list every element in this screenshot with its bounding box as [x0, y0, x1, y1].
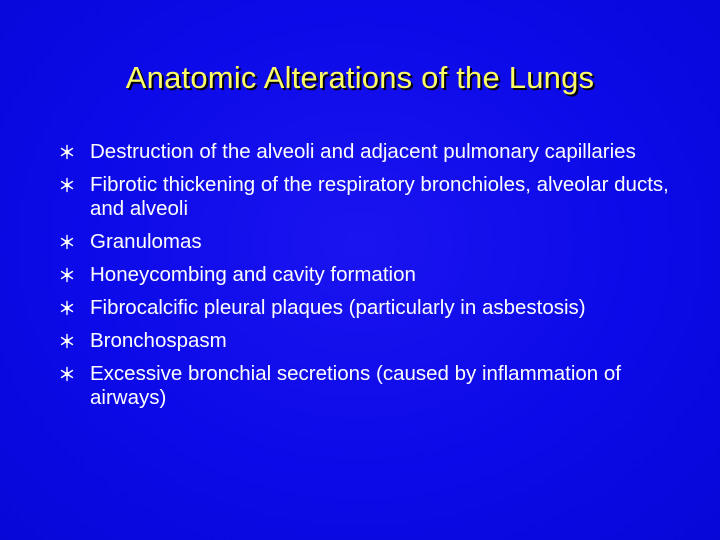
bullet-item [60, 329, 680, 353]
bullet-text: Fibrocalcific pleural plaques (particularly in asbestosis) [90, 296, 586, 319]
bullet-list [60, 140, 680, 419]
slide-title: Anatomic Alterations of the Lungs [125, 60, 595, 95]
bullet-text: Excessive bronchial secretions (caused by inflammation of airways) [90, 362, 621, 409]
bullet-text: Destruction of the alveoli and adjacent pulmonary capillaries [90, 140, 636, 163]
bullet-text: Granulomas [90, 230, 202, 253]
snowflake-bullet-icon [60, 144, 74, 160]
snowflake-bullet-icon [60, 333, 74, 349]
bullet-item [60, 173, 680, 221]
bullet-item [60, 140, 680, 164]
bullet-item [60, 296, 680, 320]
snowflake-bullet-icon [60, 300, 74, 316]
bullet-text: Honeycombing and cavity formation [90, 263, 416, 286]
bullet-item [60, 230, 680, 254]
snowflake-bullet-icon [60, 177, 74, 193]
snowflake-bullet-icon [60, 366, 74, 382]
snowflake-bullet-icon [60, 234, 74, 250]
bullet-text: Bronchospasm [90, 329, 227, 352]
bullet-item [60, 362, 680, 410]
bullet-text: Fibrotic thickening of the respiratory bronchioles, alveolar ducts, and alveoli [90, 173, 669, 220]
snowflake-bullet-icon [60, 267, 74, 283]
bullet-item [60, 263, 680, 287]
